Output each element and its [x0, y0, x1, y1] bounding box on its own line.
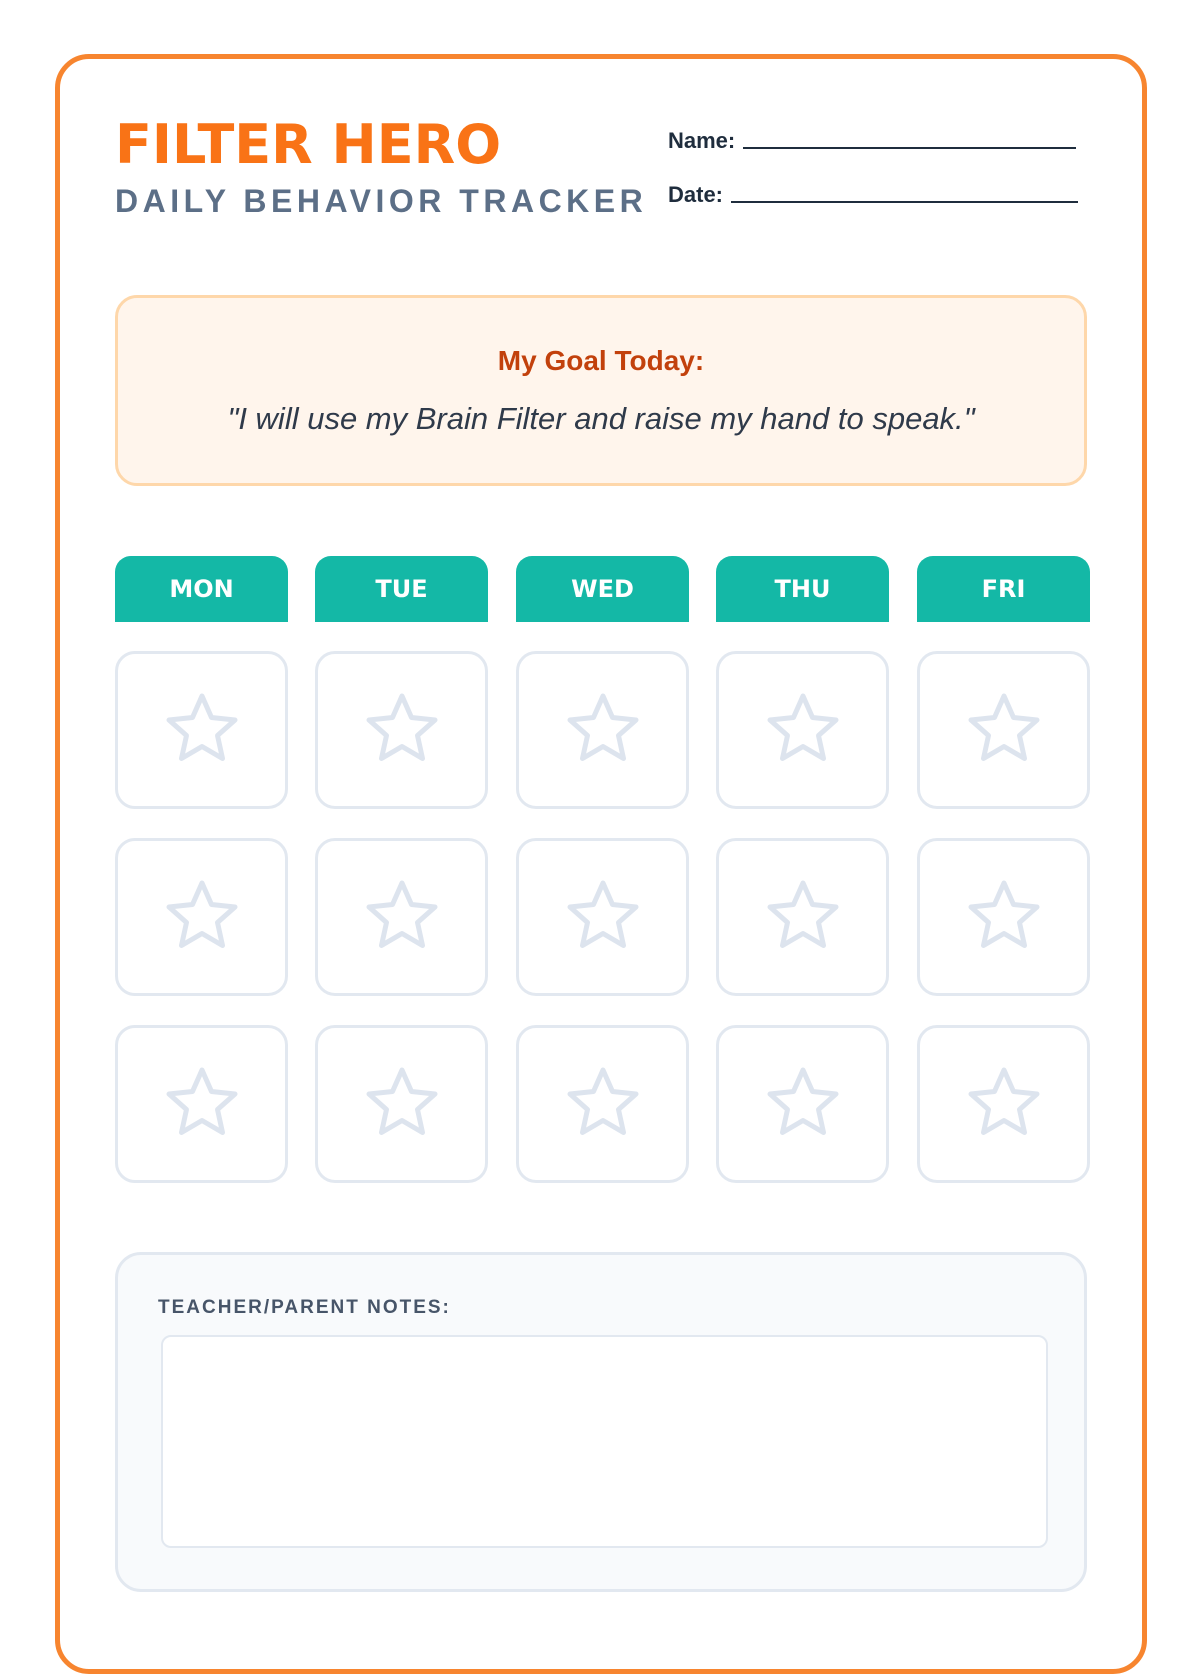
goal-label: My Goal Today:: [497, 345, 705, 376]
star-outline-icon: [162, 1064, 242, 1144]
star-cell-wed-3[interactable]: [516, 1025, 689, 1183]
notes-label: TEACHER/PARENT NOTES:: [158, 1297, 451, 1318]
star-cell-fri-2[interactable]: [917, 838, 1090, 996]
star-cell-tue-3[interactable]: [315, 1025, 488, 1183]
star-cell-fri-3[interactable]: [917, 1025, 1090, 1183]
star-cell-thu-2[interactable]: [716, 838, 889, 996]
star-cell-wed-2[interactable]: [516, 838, 689, 996]
star-outline-icon: [362, 1064, 442, 1144]
notes-textarea[interactable]: [161, 1335, 1048, 1548]
star-cell-fri-1[interactable]: [917, 651, 1090, 809]
day-header-wed: WED: [516, 556, 689, 622]
star-outline-icon: [563, 690, 643, 770]
star-outline-icon: [964, 690, 1044, 770]
star-cell-thu-3[interactable]: [716, 1025, 889, 1183]
star-outline-icon: [763, 690, 843, 770]
day-header-thu: THU: [716, 556, 889, 622]
star-outline-icon: [563, 877, 643, 957]
name-blank-line[interactable]: [743, 146, 1076, 149]
star-outline-icon: [563, 1064, 643, 1144]
star-cell-mon-2[interactable]: [115, 838, 288, 996]
star-cell-tue-2[interactable]: [315, 838, 488, 996]
date-field[interactable]: [668, 182, 1078, 208]
goal-text: "I will use my Brain Filter and raise my hand to speak.": [227, 401, 975, 436]
day-header-fri: FRI: [917, 556, 1090, 622]
star-cell-wed-1[interactable]: [516, 651, 689, 809]
page-subtitle: DAILY BEHAVIOR TRACKER: [115, 183, 648, 219]
name-field[interactable]: [668, 128, 1076, 154]
star-cell-tue-1[interactable]: [315, 651, 488, 809]
star-outline-icon: [162, 877, 242, 957]
star-cell-thu-1[interactable]: [716, 651, 889, 809]
star-outline-icon: [362, 690, 442, 770]
star-outline-icon: [362, 877, 442, 957]
star-outline-icon: [162, 690, 242, 770]
date-blank-line[interactable]: [731, 200, 1078, 203]
star-outline-icon: [763, 1064, 843, 1144]
notes-section: [115, 1252, 1087, 1592]
star-outline-icon: [763, 877, 843, 957]
name-label: Name:: [668, 128, 736, 153]
star-outline-icon: [964, 1064, 1044, 1144]
goal-box: [115, 295, 1087, 486]
star-outline-icon: [964, 877, 1044, 957]
star-cell-mon-3[interactable]: [115, 1025, 288, 1183]
page-title: FILTER HERO: [115, 113, 502, 176]
day-header-tue: TUE: [315, 556, 488, 622]
star-cell-mon-1[interactable]: [115, 651, 288, 809]
date-label: Date:: [668, 182, 724, 207]
day-header-mon: MON: [115, 556, 288, 622]
